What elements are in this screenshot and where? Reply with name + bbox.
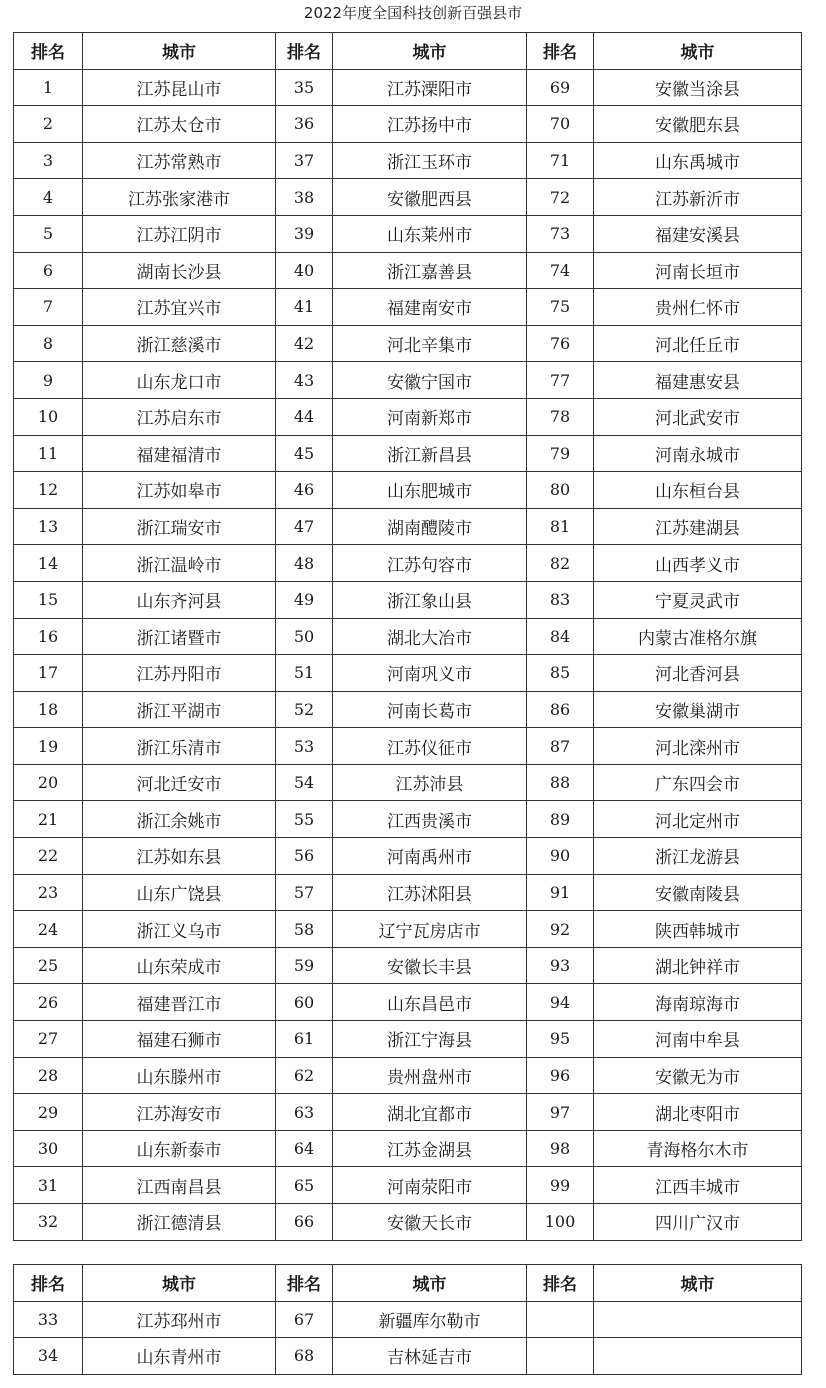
rank-cell: 28 <box>14 1057 83 1094</box>
rank-cell: 60 <box>276 984 333 1021</box>
city-cell: 河南巩义市 <box>333 655 527 692</box>
city-cell: 河南长葛市 <box>333 691 527 728</box>
rank-cell: 14 <box>14 545 83 582</box>
header-rank: 排名 <box>527 33 594 70</box>
city-cell: 江苏如东县 <box>83 838 276 875</box>
city-cell: 江苏启东市 <box>83 398 276 435</box>
rank-cell: 56 <box>276 838 333 875</box>
rank-cell: 85 <box>527 655 594 692</box>
rank-cell: 24 <box>14 911 83 948</box>
rank-cell: 99 <box>527 1167 594 1204</box>
table-row <box>14 435 802 472</box>
city-cell: 福建南安市 <box>333 289 527 326</box>
header-rank: 排名 <box>14 1265 83 1302</box>
rank-cell: 69 <box>527 69 594 106</box>
city-cell: 河北滦州市 <box>594 728 802 765</box>
city-cell: 江苏邳州市 <box>83 1301 276 1338</box>
rank-cell: 54 <box>276 764 333 801</box>
city-cell: 江苏昆山市 <box>83 69 276 106</box>
header-rank: 排名 <box>14 33 83 70</box>
rank-cell: 100 <box>527 1204 594 1241</box>
rank-cell: 83 <box>527 581 594 618</box>
city-cell: 江西丰城市 <box>594 1167 802 1204</box>
city-cell: 河南禹州市 <box>333 838 527 875</box>
rank-cell: 71 <box>527 142 594 179</box>
city-cell: 河南新郑市 <box>333 398 527 435</box>
header-city: 城市 <box>594 33 802 70</box>
table-row <box>14 215 802 252</box>
city-cell: 湖北枣阳市 <box>594 1094 802 1131</box>
city-cell: 湖南长沙县 <box>83 252 276 289</box>
header-city: 城市 <box>333 1265 527 1302</box>
rank-cell: 94 <box>527 984 594 1021</box>
rank-cell: 61 <box>276 1021 333 1058</box>
rank-cell: 16 <box>14 618 83 655</box>
rank-cell: 31 <box>14 1167 83 1204</box>
table-row <box>14 545 802 582</box>
rank-cell: 30 <box>14 1130 83 1167</box>
rank-cell: 88 <box>527 764 594 801</box>
rank-cell: 34 <box>14 1338 83 1375</box>
table-row <box>14 398 802 435</box>
rank-cell: 26 <box>14 984 83 1021</box>
city-cell: 湖南醴陵市 <box>333 508 527 545</box>
header-city: 城市 <box>594 1265 802 1302</box>
city-cell: 浙江玉环市 <box>333 142 527 179</box>
rank-cell: 97 <box>527 1094 594 1131</box>
city-cell: 江苏新沂市 <box>594 179 802 216</box>
header-rank: 排名 <box>276 33 333 70</box>
city-cell: 海南琼海市 <box>594 984 802 1021</box>
city-cell: 陕西韩城市 <box>594 911 802 948</box>
table-row <box>14 1094 802 1131</box>
city-cell: 山东龙口市 <box>83 362 276 399</box>
city-cell: 浙江嘉善县 <box>333 252 527 289</box>
city-cell: 福建安溪县 <box>594 215 802 252</box>
rank-cell: 96 <box>527 1057 594 1094</box>
city-cell: 山西孝义市 <box>594 545 802 582</box>
city-cell: 江苏张家港市 <box>83 179 276 216</box>
rank-cell: 59 <box>276 947 333 984</box>
city-cell: 贵州盘州市 <box>333 1057 527 1094</box>
rank-cell: 63 <box>276 1094 333 1131</box>
city-cell: 浙江余姚市 <box>83 801 276 838</box>
table-row <box>14 252 802 289</box>
rank-cell: 27 <box>14 1021 83 1058</box>
city-cell: 江苏沛县 <box>333 764 527 801</box>
rank-cell: 22 <box>14 838 83 875</box>
rank-cell: 33 <box>14 1301 83 1338</box>
rank-cell: 98 <box>527 1130 594 1167</box>
rank-cell: 62 <box>276 1057 333 1094</box>
table-row <box>14 947 802 984</box>
rank-cell <box>527 1338 594 1375</box>
city-cell: 浙江慈溪市 <box>83 325 276 362</box>
rank-cell: 38 <box>276 179 333 216</box>
table-row <box>14 801 802 838</box>
rank-cell: 76 <box>527 325 594 362</box>
rank-cell: 12 <box>14 472 83 509</box>
rank-cell: 1 <box>14 69 83 106</box>
table-row <box>14 289 802 326</box>
city-cell: 安徽宁国市 <box>333 362 527 399</box>
city-cell: 江苏如皋市 <box>83 472 276 509</box>
city-cell: 山东新泰市 <box>83 1130 276 1167</box>
table-row <box>14 362 802 399</box>
city-cell: 山东滕州市 <box>83 1057 276 1094</box>
rank-cell: 79 <box>527 435 594 472</box>
city-cell: 浙江乐清市 <box>83 728 276 765</box>
rank-cell: 72 <box>527 179 594 216</box>
rank-cell: 53 <box>276 728 333 765</box>
city-cell: 福建石狮市 <box>83 1021 276 1058</box>
rank-cell: 55 <box>276 801 333 838</box>
rank-cell: 93 <box>527 947 594 984</box>
city-cell: 福建福清市 <box>83 435 276 472</box>
rank-cell: 51 <box>276 655 333 692</box>
city-cell: 山东青州市 <box>83 1338 276 1375</box>
city-cell: 福建晋江市 <box>83 984 276 1021</box>
city-cell: 江苏沭阳县 <box>333 874 527 911</box>
rank-cell: 40 <box>276 252 333 289</box>
city-cell: 宁夏灵武市 <box>594 581 802 618</box>
city-cell: 山东荣成市 <box>83 947 276 984</box>
city-cell: 山东禹城市 <box>594 142 802 179</box>
rank-cell: 47 <box>276 508 333 545</box>
city-cell: 安徽巢湖市 <box>594 691 802 728</box>
city-cell: 江苏太仓市 <box>83 106 276 143</box>
city-cell: 新疆库尔勒市 <box>333 1301 527 1338</box>
page-title: 2022年度全国科技创新百强县市 <box>303 4 523 22</box>
rank-cell: 90 <box>527 838 594 875</box>
rank-cell: 64 <box>276 1130 333 1167</box>
rank-cell: 78 <box>527 398 594 435</box>
rank-cell: 18 <box>14 691 83 728</box>
rank-cell: 19 <box>14 728 83 765</box>
city-cell: 安徽当涂县 <box>594 69 802 106</box>
table-row <box>14 1338 802 1375</box>
rank-cell: 15 <box>14 581 83 618</box>
city-cell: 湖北钟祥市 <box>594 947 802 984</box>
rank-cell: 44 <box>276 398 333 435</box>
rank-cell: 49 <box>276 581 333 618</box>
rank-cell: 2 <box>14 106 83 143</box>
header-rank: 排名 <box>276 1265 333 1302</box>
rank-cell: 66 <box>276 1204 333 1241</box>
rank-cell: 42 <box>276 325 333 362</box>
table-row <box>14 581 802 618</box>
city-cell: 贵州仁怀市 <box>594 289 802 326</box>
rank-cell: 7 <box>14 289 83 326</box>
city-cell: 浙江龙游县 <box>594 838 802 875</box>
city-cell: 江苏扬中市 <box>333 106 527 143</box>
rank-cell: 77 <box>527 362 594 399</box>
city-cell: 河北迁安市 <box>83 764 276 801</box>
table-row <box>14 1301 802 1338</box>
rank-cell: 89 <box>527 801 594 838</box>
header-city: 城市 <box>333 33 527 70</box>
city-cell: 江苏建湖县 <box>594 508 802 545</box>
table-row <box>14 691 802 728</box>
rank-cell: 68 <box>276 1338 333 1375</box>
table-row <box>14 472 802 509</box>
city-cell <box>594 1301 802 1338</box>
city-cell: 安徽肥东县 <box>594 106 802 143</box>
city-cell: 河南长垣市 <box>594 252 802 289</box>
rank-cell: 74 <box>527 252 594 289</box>
rank-cell: 5 <box>14 215 83 252</box>
city-cell: 浙江诸暨市 <box>83 618 276 655</box>
city-cell: 江西南昌县 <box>83 1167 276 1204</box>
table-row <box>14 179 802 216</box>
city-cell: 山东齐河县 <box>83 581 276 618</box>
rank-cell: 73 <box>527 215 594 252</box>
rank-cell: 57 <box>276 874 333 911</box>
city-cell: 青海格尔木市 <box>594 1130 802 1167</box>
rank-cell: 6 <box>14 252 83 289</box>
city-cell: 江苏丹阳市 <box>83 655 276 692</box>
rank-cell: 13 <box>14 508 83 545</box>
city-cell: 江苏仪征市 <box>333 728 527 765</box>
rank-cell: 41 <box>276 289 333 326</box>
rank-cell: 50 <box>276 618 333 655</box>
city-cell: 浙江新昌县 <box>333 435 527 472</box>
city-cell: 湖北大冶市 <box>333 618 527 655</box>
city-cell: 山东桓台县 <box>594 472 802 509</box>
ranking-table <box>13 32 802 1241</box>
city-cell: 河北定州市 <box>594 801 802 838</box>
city-cell <box>594 1338 802 1375</box>
rank-cell: 91 <box>527 874 594 911</box>
rank-cell: 3 <box>14 142 83 179</box>
rank-cell: 10 <box>14 398 83 435</box>
rank-cell: 67 <box>276 1301 333 1338</box>
city-cell: 河南荥阳市 <box>333 1167 527 1204</box>
header-rank: 排名 <box>527 1265 594 1302</box>
city-cell: 浙江德清县 <box>83 1204 276 1241</box>
rank-cell <box>527 1301 594 1338</box>
rank-cell: 95 <box>527 1021 594 1058</box>
rank-cell: 36 <box>276 106 333 143</box>
city-cell: 江苏溧阳市 <box>333 69 527 106</box>
table-row <box>14 1130 802 1167</box>
rank-cell: 84 <box>527 618 594 655</box>
rank-cell: 75 <box>527 289 594 326</box>
rank-cell: 20 <box>14 764 83 801</box>
table-row <box>14 69 802 106</box>
table-row <box>14 1167 802 1204</box>
ranking-table-continued <box>13 1264 802 1375</box>
header-city: 城市 <box>83 1265 276 1302</box>
table-row <box>14 618 802 655</box>
header-city: 城市 <box>83 33 276 70</box>
city-cell: 江苏常熟市 <box>83 142 276 179</box>
table-row <box>14 1021 802 1058</box>
city-cell: 安徽长丰县 <box>333 947 527 984</box>
city-cell: 江西贵溪市 <box>333 801 527 838</box>
city-cell: 山东肥城市 <box>333 472 527 509</box>
city-cell: 江苏海安市 <box>83 1094 276 1131</box>
city-cell: 安徽南陵县 <box>594 874 802 911</box>
table-row <box>14 1057 802 1094</box>
city-cell: 河南中牟县 <box>594 1021 802 1058</box>
rank-cell: 46 <box>276 472 333 509</box>
city-cell: 河北任丘市 <box>594 325 802 362</box>
city-cell: 广东四会市 <box>594 764 802 801</box>
rank-cell: 9 <box>14 362 83 399</box>
rank-cell: 86 <box>527 691 594 728</box>
city-cell: 河南永城市 <box>594 435 802 472</box>
rank-cell: 37 <box>276 142 333 179</box>
table-row <box>14 728 802 765</box>
rank-cell: 11 <box>14 435 83 472</box>
rank-cell: 58 <box>276 911 333 948</box>
rank-cell: 81 <box>527 508 594 545</box>
table-header-row <box>14 33 802 70</box>
table-row <box>14 106 802 143</box>
city-cell: 辽宁瓦房店市 <box>333 911 527 948</box>
rank-cell: 21 <box>14 801 83 838</box>
table-row <box>14 874 802 911</box>
rank-cell: 17 <box>14 655 83 692</box>
city-cell: 河北辛集市 <box>333 325 527 362</box>
rank-cell: 32 <box>14 1204 83 1241</box>
table-row <box>14 764 802 801</box>
rank-cell: 4 <box>14 179 83 216</box>
city-cell: 福建惠安县 <box>594 362 802 399</box>
city-cell: 浙江象山县 <box>333 581 527 618</box>
table-row <box>14 911 802 948</box>
city-cell: 浙江温岭市 <box>83 545 276 582</box>
city-cell: 四川广汉市 <box>594 1204 802 1241</box>
rank-cell: 39 <box>276 215 333 252</box>
city-cell: 吉林延吉市 <box>333 1338 527 1375</box>
table-header-row <box>14 1265 802 1302</box>
table-row <box>14 838 802 875</box>
rank-cell: 48 <box>276 545 333 582</box>
rank-cell: 29 <box>14 1094 83 1131</box>
city-cell: 浙江义乌市 <box>83 911 276 948</box>
city-cell: 山东广饶县 <box>83 874 276 911</box>
rank-cell: 52 <box>276 691 333 728</box>
city-cell: 安徽肥西县 <box>333 179 527 216</box>
rank-cell: 80 <box>527 472 594 509</box>
table-row <box>14 655 802 692</box>
city-cell: 河北香河县 <box>594 655 802 692</box>
city-cell: 湖北宜都市 <box>333 1094 527 1131</box>
city-cell: 浙江瑞安市 <box>83 508 276 545</box>
city-cell: 河北武安市 <box>594 398 802 435</box>
rank-cell: 23 <box>14 874 83 911</box>
city-cell: 山东昌邑市 <box>333 984 527 1021</box>
rank-cell: 25 <box>14 947 83 984</box>
city-cell: 江苏宜兴市 <box>83 289 276 326</box>
rank-cell: 45 <box>276 435 333 472</box>
city-cell: 江苏金湖县 <box>333 1130 527 1167</box>
city-cell: 江苏江阴市 <box>83 215 276 252</box>
rank-cell: 87 <box>527 728 594 765</box>
city-cell: 安徽天长市 <box>333 1204 527 1241</box>
city-cell: 安徽无为市 <box>594 1057 802 1094</box>
city-cell: 内蒙古准格尔旗 <box>594 618 802 655</box>
city-cell: 浙江宁海县 <box>333 1021 527 1058</box>
rank-cell: 65 <box>276 1167 333 1204</box>
table-row <box>14 984 802 1021</box>
city-cell: 山东莱州市 <box>333 215 527 252</box>
rank-cell: 92 <box>527 911 594 948</box>
city-cell: 江苏句容市 <box>333 545 527 582</box>
rank-cell: 70 <box>527 106 594 143</box>
rank-cell: 82 <box>527 545 594 582</box>
rank-cell: 8 <box>14 325 83 362</box>
table-row <box>14 325 802 362</box>
rank-cell: 35 <box>276 69 333 106</box>
city-cell: 浙江平湖市 <box>83 691 276 728</box>
rank-cell: 43 <box>276 362 333 399</box>
table-row <box>14 142 802 179</box>
table-row <box>14 1204 802 1241</box>
table-row <box>14 508 802 545</box>
